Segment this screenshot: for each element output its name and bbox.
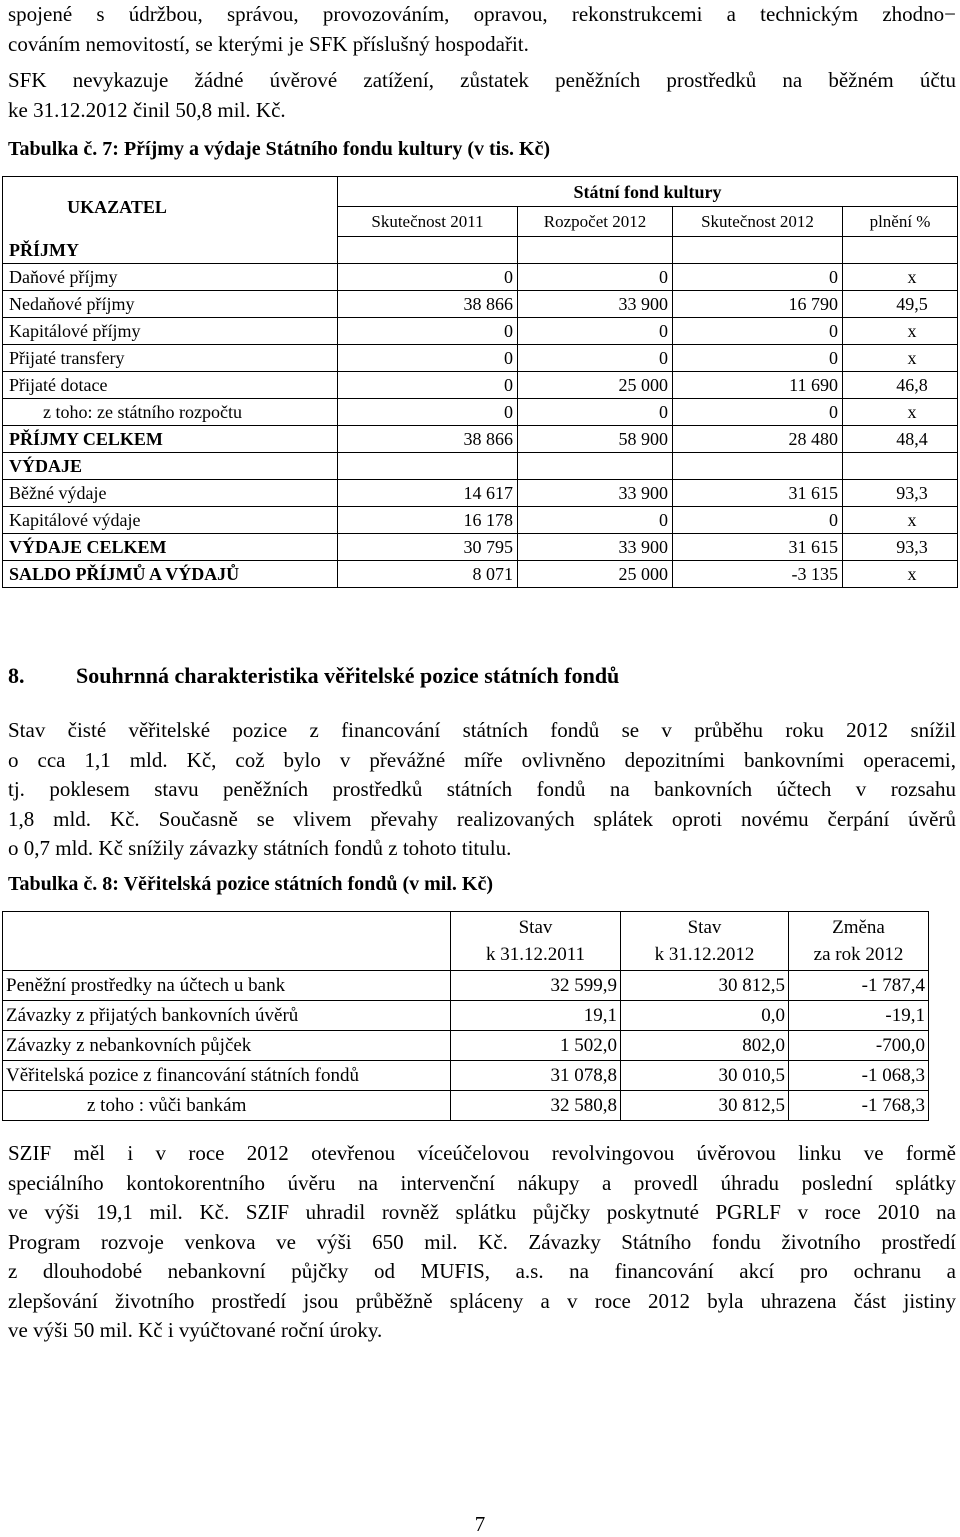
cell: 46,8 <box>843 372 958 399</box>
cell: 31 615 <box>673 534 843 561</box>
row-label: Kapitálové výdaje <box>3 507 338 534</box>
column-header: Stav k 31.12.2011 <box>451 912 621 971</box>
cell: 0 <box>518 264 673 291</box>
row-label: Daňové příjmy <box>3 264 338 291</box>
text-line: zlepšování životního prostředí jsou průběžně spláceny a v roce 2012 byla uhrazena část jistiny <box>8 1288 956 1313</box>
text-line: spojené s údržbou, správou, provozováním, opravou, rekonstrukcemi a technickým zhodno− <box>8 2 956 26</box>
cell: 25 000 <box>518 561 673 588</box>
section-title: Souhrnná charakteristika věřitelské pozice státních fondů <box>76 663 620 688</box>
cell: 38 866 <box>338 291 518 318</box>
column-header: Rozpočet 2012 <box>518 207 673 237</box>
cell: 93,3 <box>843 534 958 561</box>
text-line: SZIF měl i v roce 2012 otevřenou víceúčelovou revolvingovou úvěrovou linku ve formě <box>8 1141 956 1165</box>
saldo-row <box>3 561 958 588</box>
total-row <box>3 426 958 453</box>
cell: 0,0 <box>621 1001 789 1031</box>
section-number: 8. <box>8 663 25 688</box>
cell: 30 812,5 <box>621 1091 789 1121</box>
cell: 0 <box>338 399 518 426</box>
text-line: ke 31.12.2012 činil 50,8 mil. Kč. <box>8 97 286 122</box>
cell: 19,1 <box>451 1001 621 1031</box>
cell: 0 <box>338 345 518 372</box>
table-row <box>3 1061 929 1091</box>
cell: x <box>843 507 958 534</box>
empty-header <box>3 912 451 971</box>
row-label: VÝDAJE CELKEM <box>3 534 338 561</box>
cell: 33 900 <box>518 480 673 507</box>
page-number: 7 <box>474 1512 486 1536</box>
row-label: Kapitálové příjmy <box>3 318 338 345</box>
cell: -1 068,3 <box>789 1061 929 1091</box>
cell: 93,3 <box>843 480 958 507</box>
table-income-expenses <box>2 176 958 588</box>
table8-caption: Tabulka č. 8: Věřitelská pozice státních fondů (v mil. Kč) <box>8 873 494 895</box>
text-line: cováním nemovitostí, se kterými je SFK příslušný hospodařit. <box>8 31 529 56</box>
column-header: Změna za rok 2012 <box>789 912 929 971</box>
text-line: SFK nevykazuje žádné úvěrové zatížení, zůstatek peněžních prostředků na běžném účtu <box>8 68 956 92</box>
text-line: o 0,7 mld. Kč snížily závazky státních fondů z tohoto titulu. <box>8 836 512 860</box>
group-header: Státní fond kultury <box>338 177 958 207</box>
total-row <box>3 534 958 561</box>
row-label: Běžné výdaje <box>3 480 338 507</box>
cell: 49,5 <box>843 291 958 318</box>
text-line: ve výši 19,1 mil. Kč. SZIF uhradil rovněž splátku půjčky poskytnuté PGRLF v roce 2010 na <box>8 1200 956 1224</box>
cell: 32 599,9 <box>451 971 621 1001</box>
table-row <box>3 507 958 534</box>
ukazatel-header: UKAZATEL <box>3 177 338 237</box>
cell: 0 <box>673 345 843 372</box>
cell: 16 178 <box>338 507 518 534</box>
cell: 30 812,5 <box>621 971 789 1001</box>
cell: x <box>843 561 958 588</box>
section-heading <box>8 663 619 689</box>
header-row <box>3 912 929 971</box>
section-label: VÝDAJE <box>3 453 338 480</box>
cell: 0 <box>673 507 843 534</box>
row-label: Přijaté dotace <box>3 372 338 399</box>
table-row <box>3 399 958 426</box>
intro-paragraph-1 <box>8 0 956 59</box>
table-row <box>3 1091 929 1121</box>
row-label: Přijaté transfery <box>3 345 338 372</box>
cell: 38 866 <box>338 426 518 453</box>
cell: 58 900 <box>518 426 673 453</box>
cell: 0 <box>338 372 518 399</box>
cell: 16 790 <box>673 291 843 318</box>
cell: 33 900 <box>518 291 673 318</box>
column-header: plnění % <box>843 207 958 237</box>
table-row <box>3 1031 929 1061</box>
table-row <box>3 345 958 372</box>
cell: 0 <box>518 318 673 345</box>
cell: 28 480 <box>673 426 843 453</box>
cell: 802,0 <box>621 1031 789 1061</box>
row-label: z toho: ze státního rozpočtu <box>3 399 338 426</box>
row-label: z toho : vůči bankám <box>3 1091 451 1121</box>
row-label: PŘÍJMY CELKEM <box>3 426 338 453</box>
cell: 25 000 <box>518 372 673 399</box>
table-row <box>3 264 958 291</box>
row-label: SALDO PŘÍJMŮ A VÝDAJŮ <box>3 561 338 588</box>
table-row <box>3 318 958 345</box>
column-header: Skutečnost 2011 <box>338 207 518 237</box>
cell: 8 071 <box>338 561 518 588</box>
table-row <box>3 372 958 399</box>
text-line: ve výši 50 mil. Kč i vyúčtované roční úroky. <box>8 1318 383 1342</box>
cell: 0 <box>518 399 673 426</box>
text-line: Program rozvoje venkova ve výši 650 mil. Kč. Závazky Státního fondu životního prostředí <box>8 1229 956 1254</box>
text-line: speciálního kontokorentního úvěru na intervenční nákupy a provedl úhradu poslední splátky <box>8 1170 956 1195</box>
text-line: 1,8 mld. Kč. Současně se vlivem převahy realizovaných splátek oproti novému čerpání úvěrů <box>8 806 956 831</box>
cell: 48,4 <box>843 426 958 453</box>
intro-paragraph-2 <box>8 66 956 125</box>
text-line: z dlouhodobé nebankovní půjčky od MUFIS, a.s. na financování akcí pro ochranu a <box>8 1259 956 1283</box>
cell: 14 617 <box>338 480 518 507</box>
section8-paragraph <box>8 716 956 864</box>
cell: -19,1 <box>789 1001 929 1031</box>
table-row <box>3 480 958 507</box>
cell: x <box>843 345 958 372</box>
column-header: Skutečnost 2012 <box>673 207 843 237</box>
cell: 0 <box>673 399 843 426</box>
row-label: Závazky z nebankovních půjček <box>3 1031 451 1061</box>
table-row <box>3 971 929 1001</box>
section-row <box>3 453 958 480</box>
cell: 0 <box>673 264 843 291</box>
cell: 0 <box>518 507 673 534</box>
cell: 0 <box>673 318 843 345</box>
text-line: tj. poklesem stavu peněžních prostředků státních fondů na bankovních účtech v rozsahu <box>8 777 956 801</box>
row-label: Věřitelská pozice z financování státních fondů <box>3 1061 451 1091</box>
table-creditor-position <box>2 911 929 1121</box>
row-label: Nedaňové příjmy <box>3 291 338 318</box>
cell: 1 502,0 <box>451 1031 621 1061</box>
table-row <box>3 291 958 318</box>
table-row <box>3 1001 929 1031</box>
cell: 0 <box>338 318 518 345</box>
cell: 33 900 <box>518 534 673 561</box>
cell: x <box>843 399 958 426</box>
closing-paragraph <box>8 1139 956 1346</box>
cell: x <box>843 318 958 345</box>
cell: -1 768,3 <box>789 1091 929 1121</box>
cell: 31 078,8 <box>451 1061 621 1091</box>
cell: -3 135 <box>673 561 843 588</box>
column-header: Stav k 31.12.2012 <box>621 912 789 971</box>
row-label: Závazky z přijatých bankovních úvěrů <box>3 1001 451 1031</box>
cell: x <box>843 264 958 291</box>
cell: 30 795 <box>338 534 518 561</box>
text-line: Stav čisté věřitelské pozice z financování státních fondů se v průběhu roku 2012 snížil <box>8 718 956 742</box>
cell: 32 580,8 <box>451 1091 621 1121</box>
cell: -700,0 <box>789 1031 929 1061</box>
cell: -1 787,4 <box>789 971 929 1001</box>
cell: 31 615 <box>673 480 843 507</box>
cell: 0 <box>518 345 673 372</box>
section-row <box>3 237 958 264</box>
row-label: Peněžní prostředky na účtech u bank <box>3 971 451 1001</box>
section-label: PŘÍJMY <box>3 237 338 264</box>
cell: 0 <box>338 264 518 291</box>
cell: 11 690 <box>673 372 843 399</box>
text-line: o cca 1,1 mld. Kč, což bylo v převážné míře ovlivněno depozitními bankovními operacemi, <box>8 747 956 772</box>
cell: 30 010,5 <box>621 1061 789 1091</box>
table7-caption: Tabulka č. 7: Příjmy a výdaje Státního fondu kultury (v tis. Kč) <box>8 138 551 160</box>
